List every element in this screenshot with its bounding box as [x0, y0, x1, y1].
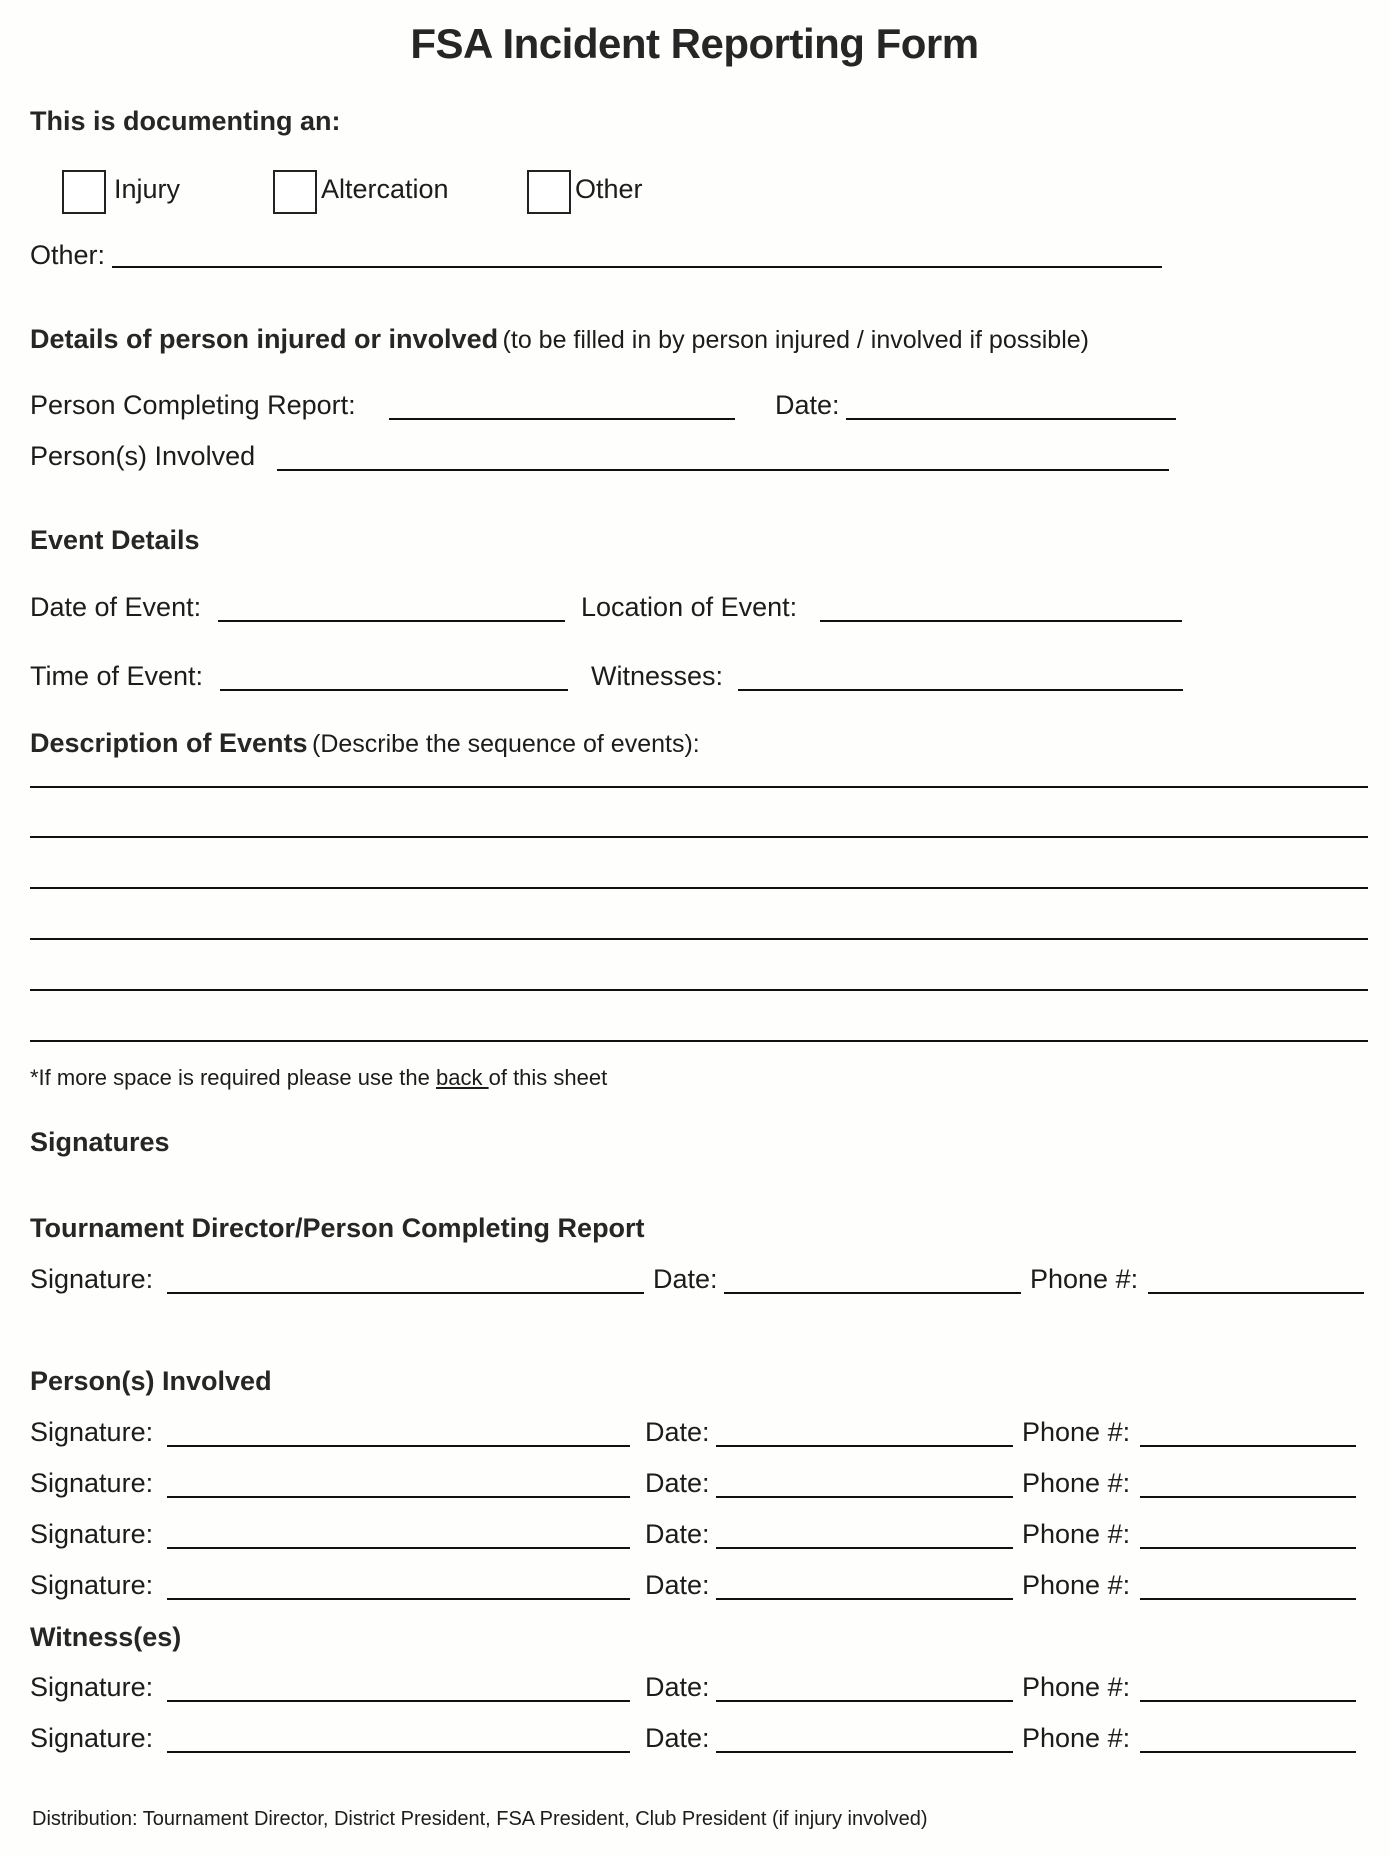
- phone-field[interactable]: [1140, 1751, 1356, 1753]
- event-witnesses-field[interactable]: [738, 689, 1183, 691]
- date-label: Date:: [645, 1468, 710, 1498]
- date-label: Date:: [645, 1417, 710, 1447]
- director-date-label: Date:: [653, 1264, 718, 1294]
- phone-field[interactable]: [1140, 1496, 1356, 1498]
- injury-checkbox[interactable]: [62, 170, 106, 214]
- description-line[interactable]: [30, 786, 1368, 788]
- signature-label: Signature:: [30, 1417, 154, 1447]
- other-checkbox[interactable]: [527, 170, 571, 214]
- date-field[interactable]: [716, 1751, 1013, 1753]
- date-field[interactable]: [716, 1598, 1013, 1600]
- phone-label: Phone #:: [1022, 1417, 1131, 1447]
- altercation-label: Altercation: [321, 174, 449, 204]
- event-location-field[interactable]: [820, 620, 1182, 622]
- details-heading: Details of person injured or involved: [30, 324, 499, 354]
- date-field[interactable]: [716, 1547, 1013, 1549]
- witnesses-heading: Witness(es): [30, 1622, 182, 1652]
- description-line[interactable]: [30, 989, 1368, 991]
- signature-label: Signature:: [30, 1570, 154, 1600]
- director-signature-field[interactable]: [167, 1292, 644, 1294]
- phone-label: Phone #:: [1022, 1672, 1131, 1702]
- persons-involved-field[interactable]: [277, 469, 1169, 471]
- signatures-heading: Signatures: [30, 1127, 170, 1157]
- footnote-text: *If more space is required please use the: [30, 1065, 437, 1090]
- distribution-note: Distribution: Tournament Director, District President, FSA President, Club President (if injury involved): [32, 1808, 928, 1830]
- description-note: (Describe the sequence of events):: [312, 730, 700, 758]
- phone-field[interactable]: [1140, 1445, 1356, 1447]
- signature-label: Signature:: [30, 1468, 154, 1498]
- persons-involved-label: Person(s) Involved: [30, 441, 256, 471]
- description-line[interactable]: [30, 836, 1368, 838]
- signature-label: Signature:: [30, 1519, 154, 1549]
- person-completing-label: Person Completing Report:: [30, 390, 356, 420]
- event-location-label: Location of Event:: [581, 592, 798, 622]
- director-date-field[interactable]: [724, 1292, 1021, 1294]
- director-phone-label: Phone #:: [1030, 1264, 1139, 1294]
- details-date-field[interactable]: [846, 418, 1176, 420]
- footnote-back: back: [436, 1065, 489, 1090]
- signature-field[interactable]: [167, 1445, 630, 1447]
- persons-heading: Person(s) Involved: [30, 1366, 272, 1396]
- documenting-heading: This is documenting an:: [30, 106, 341, 136]
- director-phone-field[interactable]: [1148, 1292, 1364, 1294]
- signature-field[interactable]: [167, 1700, 630, 1702]
- space-footnote: [30, 1065, 607, 1091]
- signature-field[interactable]: [167, 1598, 630, 1600]
- other-field[interactable]: [112, 266, 1162, 268]
- form-title: FSA Incident Reporting Form: [410, 20, 979, 67]
- phone-field[interactable]: [1140, 1547, 1356, 1549]
- event-heading: Event Details: [30, 525, 200, 555]
- signature-label: Signature:: [30, 1672, 154, 1702]
- event-time-label: Time of Event:: [30, 661, 204, 691]
- event-date-label: Date of Event:: [30, 592, 202, 622]
- event-time-field[interactable]: [220, 689, 568, 691]
- event-date-field[interactable]: [218, 620, 565, 622]
- signature-label: Signature:: [30, 1723, 154, 1753]
- date-field[interactable]: [716, 1445, 1013, 1447]
- other-field-label: Other:: [30, 240, 106, 270]
- phone-field[interactable]: [1140, 1598, 1356, 1600]
- description-heading: Description of Events: [30, 728, 308, 758]
- signature-field[interactable]: [167, 1547, 630, 1549]
- phone-field[interactable]: [1140, 1700, 1356, 1702]
- date-label: Date:: [645, 1570, 710, 1600]
- other-option-label: Other: [575, 174, 643, 204]
- details-date-label: Date:: [775, 390, 840, 420]
- event-witnesses-label: Witnesses:: [591, 661, 724, 691]
- description-heading-row: [30, 728, 700, 759]
- date-field[interactable]: [716, 1496, 1013, 1498]
- date-label: Date:: [645, 1672, 710, 1702]
- director-heading: Tournament Director/Person Completing Report: [30, 1213, 645, 1243]
- date-label: Date:: [645, 1519, 710, 1549]
- description-line[interactable]: [30, 887, 1368, 889]
- date-label: Date:: [645, 1723, 710, 1753]
- details-note: (to be filled in by person injured / involved if possible): [502, 326, 1089, 354]
- director-signature-label: Signature:: [30, 1264, 154, 1294]
- description-line[interactable]: [30, 938, 1368, 940]
- phone-label: Phone #:: [1022, 1723, 1131, 1753]
- footnote-text-end: of this sheet: [488, 1065, 608, 1090]
- altercation-checkbox[interactable]: [273, 170, 317, 214]
- phone-label: Phone #:: [1022, 1519, 1131, 1549]
- description-line[interactable]: [30, 1040, 1368, 1042]
- phone-label: Phone #:: [1022, 1468, 1131, 1498]
- date-field[interactable]: [716, 1700, 1013, 1702]
- person-completing-field[interactable]: [389, 418, 735, 420]
- injury-label: Injury: [114, 174, 181, 204]
- phone-label: Phone #:: [1022, 1570, 1131, 1600]
- signature-field[interactable]: [167, 1496, 630, 1498]
- details-heading-row: [30, 324, 1089, 355]
- signature-field[interactable]: [167, 1751, 630, 1753]
